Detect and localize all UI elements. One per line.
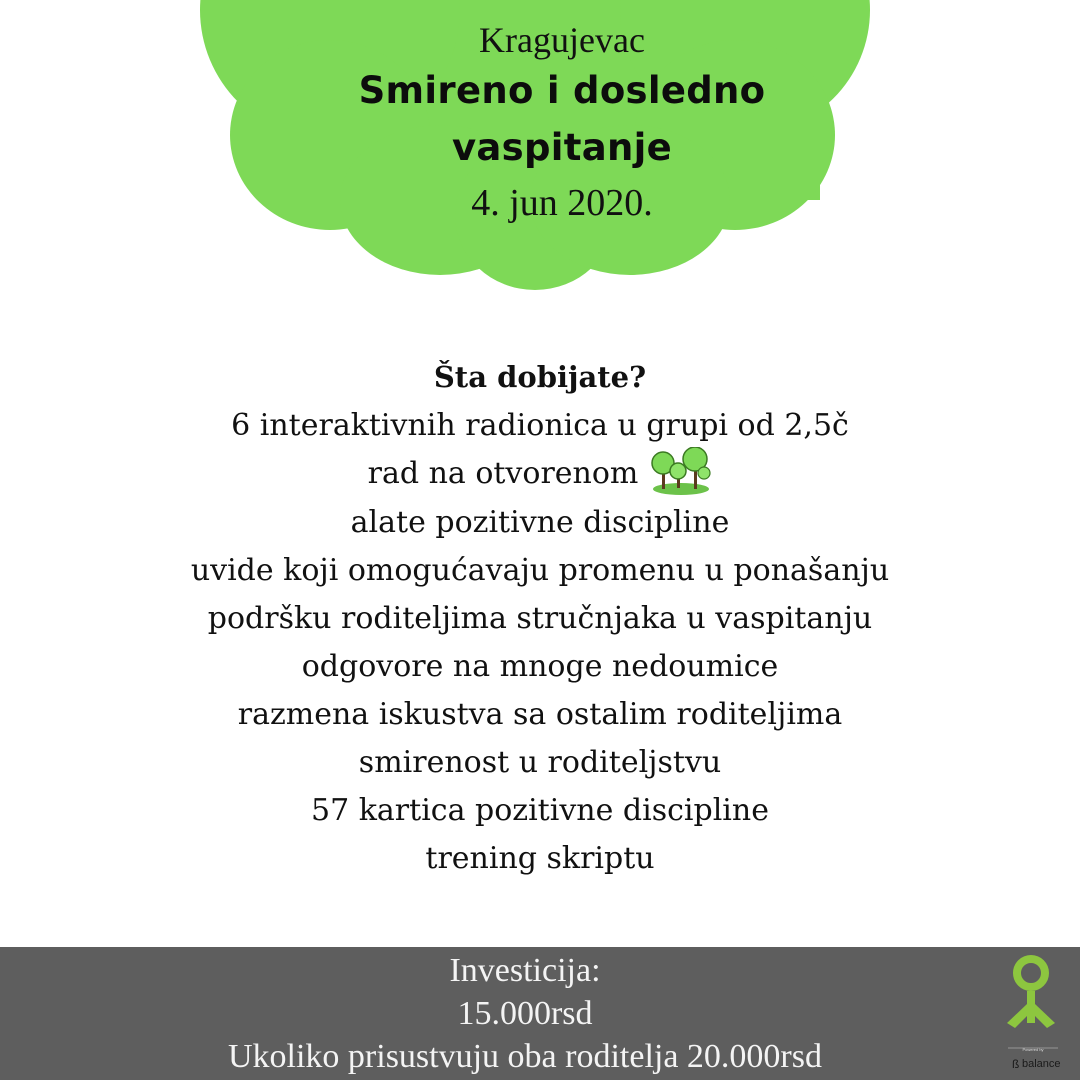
- investment-label: Investicija:: [449, 952, 601, 989]
- powered-by-label: Powered by: [1022, 1047, 1044, 1052]
- benefit-item: alate pozitivne discipline: [350, 505, 730, 540]
- ok-person-logo: [1002, 952, 1064, 1076]
- benefit-item: 6 interaktivnih radionica u grupi od 2,5č: [231, 408, 849, 443]
- benefit-item-outdoor: [0, 450, 1080, 499]
- benefit-item: razmena iskustva sa ostalim roditeljima: [237, 697, 843, 732]
- benefits-heading: Šta dobijate?: [433, 360, 647, 394]
- price-footer: [0, 947, 1080, 1080]
- benefit-item: 57 kartica pozitivne discipline: [311, 793, 769, 828]
- cloud-text: [260, 18, 864, 230]
- benefit-item: podršku roditeljima stručnjaka u vaspitanju: [207, 601, 873, 636]
- event-title-line-1: Smireno i dosledno: [358, 69, 766, 112]
- event-title-line-2: vaspitanje: [451, 126, 673, 169]
- brand-name: balance: [1022, 1058, 1061, 1070]
- city-label: Kragujevac: [479, 20, 645, 60]
- price-value: 15.000rsd: [457, 995, 593, 1032]
- benefit-item-label: rad na otvorenom: [367, 456, 639, 491]
- balance-b-icon: ß: [1012, 1057, 1020, 1071]
- benefit-item: smirenost u roditeljstvu: [358, 745, 722, 780]
- event-date: 4. jun 2020.: [471, 182, 653, 224]
- price-info: [0, 949, 1050, 1078]
- benefits-section: [0, 352, 1080, 883]
- both-parents-price: Ukoliko prisustvuju oba roditelja 20.000rsd: [227, 1038, 822, 1075]
- benefit-item: trening skriptu: [425, 841, 655, 876]
- benefit-item: odgovore na mnoge nedoumice: [301, 649, 779, 684]
- trees-icon: [650, 447, 712, 495]
- benefit-item: uvide koji omogućavaju promenu u ponašanju: [190, 553, 890, 588]
